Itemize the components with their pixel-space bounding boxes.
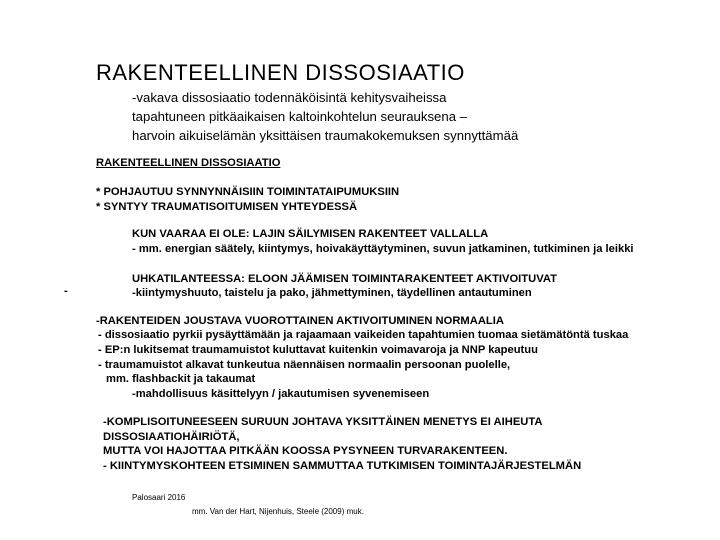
source-author: Palosaari 2016 [132, 493, 186, 502]
alternating-line-4: - traumamuistot alkavat tunkeutua näennäisen normaalin persoonan puolelle, [98, 359, 511, 371]
source-references: mm. Van der Hart, Nijenhuis, Steele (2009) muk. [192, 507, 364, 516]
threat-detail: -kiintymyshuuto, taistelu ja pako, jähmettyminen, täydellinen antautuminen [132, 287, 532, 299]
alternating-line-5: mm. flashbackit ja takaumat [106, 373, 256, 385]
subheading: RAKENTEELLINEN DISSOSIAATIO [96, 157, 281, 169]
no-danger-detail: - mm. energian säätely, kiintymys, hoivakäyttäytyminen, suvun jatkaminen, tutkiminen ja leikki [132, 243, 634, 255]
alternating-line-3: - EP:n lukitsemat traumamuistot kuluttavat kuitenkin voimavaroja ja NNP kapeutuu [98, 344, 538, 356]
alternating-line-6: -mahdollisuus käsittelyyn / jakautumisen syvenemiseen [132, 388, 430, 400]
alternating-line-2: - dissosiaatio pyrkii pysäyttämään ja rajaamaan vaikeiden tapahtumien tuomaa sietämätöntä tuskaa [98, 329, 629, 341]
complex-line-4: - KIINTYMYSKOHTEEN ETSIMINEN SAMMUTTAA TUTKIMISEN TOIMINTAJÄRJESTELMÄN [103, 460, 582, 472]
no-danger-heading: KUN VAARAA EI OLE: LAJIN SÄILYMISEN RAKENTEET VALLALLA [132, 228, 489, 240]
complex-line-1: -KOMPLISOITUNEESEEN SURUUN JOHTAVA YKSITTÄINEN MENETYS EI AIHEUTA [103, 416, 543, 428]
origin-line-1: * POHJAUTUU SYNNYNNÄISIIN TOIMINTATAIPUMUKSIIN [96, 186, 400, 198]
intro-line-2: tapahtuneen pitkäaikaisen kaltoinkohtelun seurauksena – [132, 109, 468, 124]
intro-line-1: -vakava dissosiaatio todennäköisintä kehitysvaiheissa [132, 90, 447, 105]
complex-line-2: DISSOSIAATIOHÄIRIÖTÄ, [103, 431, 240, 443]
threat-heading: UHKATILANTEESSA: ELOON JÄÄMISEN TOIMINTARAKENTEET AKTIVOITUVAT [132, 273, 557, 285]
alternating-line-1: -RAKENTEIDEN JOUSTAVA VUOROTTAINEN AKTIVOITUMINEN NORMAALIA [96, 315, 504, 327]
dash-marker: - [64, 285, 68, 297]
origin-line-2: * SYNTYY TRAUMATISOITUMISEN YHTEYDESSÄ [96, 201, 358, 213]
slide-title: RAKENTEELLINEN DISSOSIAATIO [96, 60, 465, 85]
intro-line-3: harvoin aikuiselämän yksittäisen traumakokemuksen synnyttämää [132, 128, 519, 143]
complex-line-3: MUTTA VOI HAJOTTAA PITKÄÄN KOOSSA PYSYNEEN TURVARAKENTEEN. [103, 445, 508, 457]
